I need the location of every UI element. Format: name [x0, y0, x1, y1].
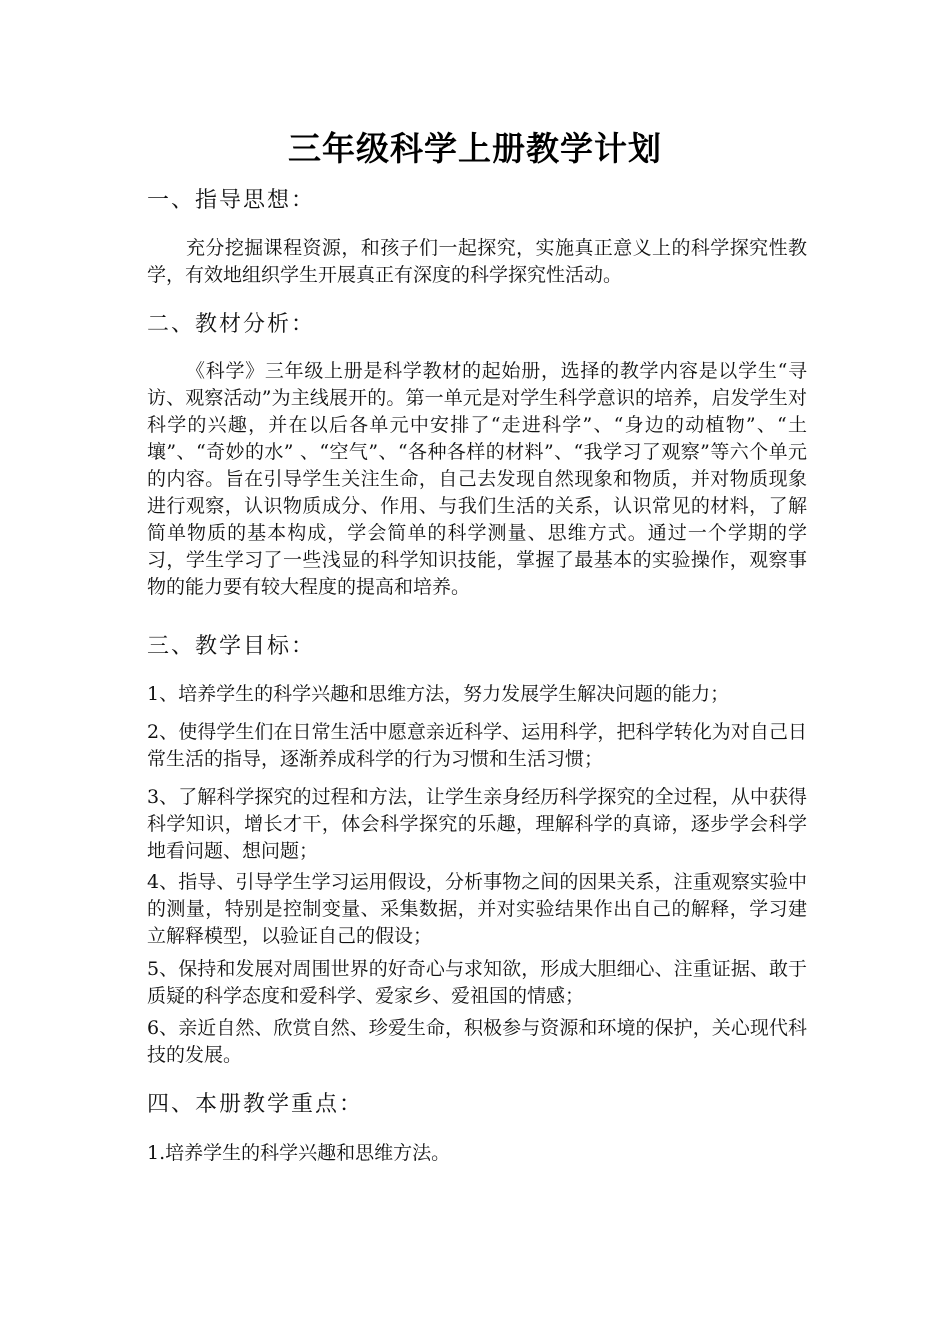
section-heading-guiding-thought: 一、指导思想： [147, 188, 316, 213]
section-paragraph-guiding-thought: 充分挖掘课程资源，和孩子们一起探究，实施真正意义上的科学探究性教学，有效地组织学生开展真正有深度的科学探究性活动。 [147, 237, 807, 286]
goal-list-item: 3、了解科学探究的过程和方法，让学生亲身经历科学探究的全过程，从中获得科学知识，增长才干，体会科学探究的乐趣，理解科学的真谛，逐步学会科学地看问题、想问题； [147, 786, 807, 862]
goal-list-item: 1、培养学生的科学兴趣和思维方法，努力发展学生解决问题的能力； [147, 683, 730, 705]
section-paragraph-textbook-analysis: 《科学》三年级上册是科学教材的起始册，选择的教学内容是以学生“寻访、观察活动”为主线展开的。第一单元是对学生科学意识的培养，启发学生对科学的兴趣，并在以后各单元中安排了“走进科学”、“身边的动植物”、“土壤”、“奇妙的水” 、“空气”、“各种各样的材料”、“我学习了观察”等六个单元的内容。旨在引导学生关注生命，自己去发现自然现象和物质，并对物质现象进行观察，认识物质成分、作用、与我们生活的关系，认识常见的材料，了解简单物质的基本构成，学会简单的科学测量、思维方式。通过一个学期的学习，学生学习了一些浅显的科学知识技能，掌握了最基本的实验操作，观察事物的能力要有较大程度的提高和培养。 [147, 360, 807, 598]
goal-list-item: 2、使得学生们在日常生活中愿意亲近科学、运用科学，把科学转化为对自己日常生活的指导，逐渐养成科学的行为习惯和生活习惯； [147, 721, 807, 770]
goal-list-item: 6、亲近自然、欣赏自然、珍爱生命，积极参与资源和环境的保护，关心现代科技的发展。 [147, 1017, 807, 1066]
section-heading-teaching-goals: 三、教学目标： [147, 634, 316, 659]
section-heading-textbook-analysis: 二、教材分析： [147, 312, 316, 337]
section-heading-key-points: 四、本册教学重点： [147, 1092, 364, 1117]
key-point-list-item: 1.培养学生的科学兴趣和思维方法。 [147, 1142, 451, 1164]
goal-list-item: 5、保持和发展对周围世界的好奇心与求知欲，形成大胆细心、注重证据、敢于质疑的科学态度和爱科学、爱家乡、爱祖国的情感； [147, 958, 807, 1007]
goal-list-item: 4、指导、引导学生学习运用假设，分析事物之间的因果关系，注重观察实验中的测量，特别是控制变量、采集数据，并对实验结果作出自己的解释，学习建立解释模型，以验证自己的假设； [147, 871, 807, 947]
document-title: 三年级科学上册教学计划 [288, 129, 662, 168]
